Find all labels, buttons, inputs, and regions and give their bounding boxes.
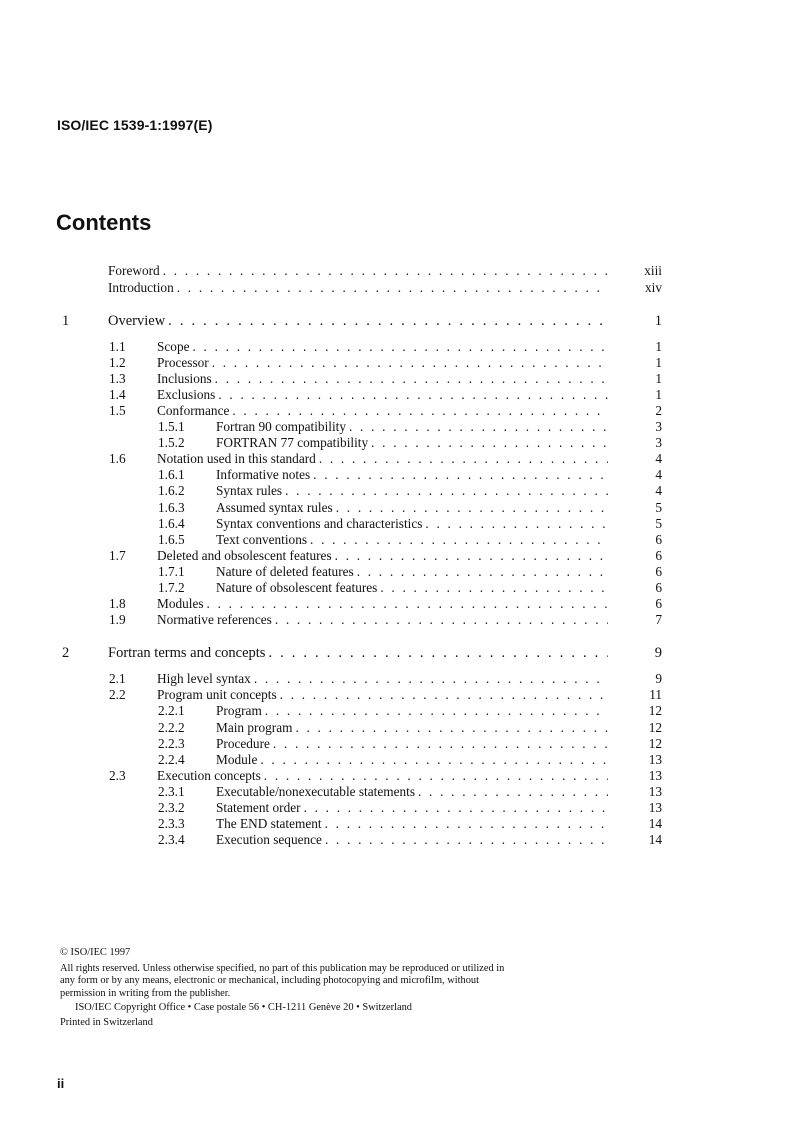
toc-number: 1.6.5 bbox=[158, 531, 185, 547]
toc-entry[interactable] bbox=[0, 500, 793, 516]
toc-entry[interactable] bbox=[0, 263, 793, 279]
toc-page-number: 2 bbox=[655, 402, 662, 418]
toc-chapter[interactable] bbox=[0, 312, 793, 330]
dot-leader bbox=[273, 736, 608, 752]
toc-label: Syntax rules bbox=[216, 483, 283, 499]
dot-leader bbox=[168, 312, 608, 330]
toc-page-number: 13 bbox=[648, 751, 662, 767]
toc-page-number: 12 bbox=[648, 703, 662, 719]
toc-page-number: 1 bbox=[655, 338, 662, 354]
toc-label: Conformance bbox=[157, 402, 230, 418]
dot-leader bbox=[425, 516, 608, 532]
toc-label: The END statement bbox=[216, 816, 322, 832]
toc-entry[interactable] bbox=[0, 371, 793, 387]
toc-entry[interactable] bbox=[0, 355, 793, 371]
toc-page-number: 9 bbox=[654, 645, 662, 662]
dot-leader bbox=[380, 580, 608, 596]
toc-number: 1.9 bbox=[109, 612, 126, 628]
toc-number: 2.3.3 bbox=[158, 816, 185, 832]
toc-label: Fortran 90 compatibility bbox=[216, 419, 346, 434]
toc-page-number: 4 bbox=[655, 451, 662, 467]
toc-entry[interactable] bbox=[0, 612, 793, 628]
dot-leader bbox=[325, 816, 608, 832]
toc-entry[interactable] bbox=[0, 435, 793, 451]
toc-page-number: 5 bbox=[655, 499, 662, 515]
dot-leader bbox=[336, 500, 608, 516]
toc-entry[interactable] bbox=[0, 403, 793, 419]
dot-leader bbox=[325, 832, 608, 848]
toc-entry[interactable] bbox=[0, 387, 793, 403]
dot-leader bbox=[268, 644, 608, 662]
toc-label: Assumed syntax rules bbox=[216, 499, 333, 515]
toc-number: 2.2.4 bbox=[158, 751, 185, 767]
dot-leader bbox=[310, 532, 608, 548]
toc-number: 2.3.4 bbox=[158, 832, 185, 848]
toc-entry[interactable] bbox=[0, 339, 793, 355]
toc-page-number: 13 bbox=[648, 800, 662, 815]
toc-number: 2.3.1 bbox=[158, 783, 185, 799]
toc-label: Procedure bbox=[216, 735, 270, 751]
toc-entry[interactable] bbox=[0, 580, 793, 596]
copyright-office-address: ISO/IEC Copyright Office • Case postale 56 • CH-1211 Genève 20 • Switzerland bbox=[75, 1002, 412, 1014]
toc-label: Syntax conventions and characteristics bbox=[216, 515, 423, 531]
toc-number: 1.3 bbox=[109, 370, 126, 386]
toc-label: Execution concepts bbox=[157, 767, 261, 783]
toc-number: 2.3.2 bbox=[158, 800, 185, 815]
toc-number: 1.6.1 bbox=[158, 467, 185, 483]
toc-number: 1.5 bbox=[109, 402, 126, 418]
dot-leader bbox=[357, 564, 608, 580]
toc-number: 1.6.4 bbox=[158, 515, 185, 531]
toc-label: Normative references bbox=[157, 612, 272, 628]
toc-page-number: 6 bbox=[655, 596, 662, 612]
toc-entry[interactable] bbox=[0, 419, 793, 435]
toc-page-number: 14 bbox=[648, 832, 662, 848]
toc-page-number: 1 bbox=[655, 386, 662, 402]
document-identifier: ISO/IEC 1539-1:1997(E) bbox=[57, 117, 213, 133]
toc-number: 2.2.3 bbox=[158, 735, 185, 751]
copyright-line: © ISO/IEC 1997 bbox=[60, 947, 131, 958]
toc-page-number: 4 bbox=[655, 483, 662, 499]
toc-label: Program unit concepts bbox=[157, 687, 277, 703]
toc-number: 1.6.3 bbox=[158, 499, 185, 515]
dot-leader bbox=[232, 403, 608, 419]
toc-label: Main program bbox=[216, 719, 293, 735]
dot-leader bbox=[177, 280, 608, 296]
toc-label: Introduction bbox=[108, 279, 174, 295]
toc-label: Modules bbox=[157, 596, 204, 612]
dot-leader bbox=[371, 435, 608, 451]
toc-number: 2 bbox=[62, 645, 70, 662]
toc-label: Fortran terms and concepts bbox=[108, 645, 266, 662]
printed-in: Printed in Switzerland bbox=[60, 1016, 153, 1028]
toc-number: 1.7 bbox=[109, 547, 126, 563]
toc-page-number: 7 bbox=[655, 612, 662, 628]
toc-number: 2.2.2 bbox=[158, 719, 185, 735]
toc-entry[interactable] bbox=[0, 564, 793, 580]
toc-entry[interactable] bbox=[0, 832, 793, 848]
toc-page-number: 11 bbox=[649, 687, 662, 703]
dot-leader bbox=[313, 467, 608, 483]
dot-leader bbox=[285, 483, 608, 499]
toc-number: 2.2 bbox=[109, 687, 126, 703]
toc-label: High level syntax bbox=[157, 671, 251, 687]
toc-page-number: 6 bbox=[655, 531, 662, 547]
toc-page-number: 4 bbox=[655, 467, 662, 483]
dot-leader bbox=[335, 548, 608, 564]
toc-label: Module bbox=[216, 751, 258, 767]
dot-leader bbox=[254, 671, 608, 687]
copyright-notice: All rights reserved. Unless otherwise specified, no part of this publication may be reproduced or utilized in any form or by any means, electronic or mechanical, including photocopying and microfilm, without permission in writing from the publisher. bbox=[60, 962, 505, 999]
page-title: Contents bbox=[56, 210, 152, 235]
toc-entry[interactable] bbox=[0, 280, 793, 296]
toc-page-number: 6 bbox=[655, 580, 662, 595]
toc-number: 1.6 bbox=[109, 451, 126, 467]
dot-leader bbox=[265, 703, 608, 719]
toc-label: Notation used in this standard bbox=[157, 451, 316, 467]
toc-number: 1.2 bbox=[109, 354, 126, 370]
toc-label: Inclusions bbox=[157, 370, 212, 386]
toc-page-number: 3 bbox=[655, 435, 662, 451]
toc-number: 2.3 bbox=[109, 767, 126, 783]
toc-number: 1.5.2 bbox=[158, 435, 185, 451]
toc-number: 2.2.1 bbox=[158, 703, 185, 719]
dot-leader bbox=[349, 419, 608, 435]
toc-number: 2.1 bbox=[109, 671, 126, 687]
toc-entry[interactable] bbox=[0, 467, 793, 483]
toc-entry[interactable] bbox=[0, 736, 793, 752]
dot-leader bbox=[295, 720, 608, 736]
toc-page-number: 1 bbox=[655, 354, 662, 370]
toc-page-number: 6 bbox=[655, 563, 662, 579]
toc-label: Deleted and obsolescent features bbox=[157, 547, 332, 563]
toc-label: Informative notes bbox=[216, 467, 311, 483]
toc-number: 1.8 bbox=[109, 596, 126, 612]
dot-leader bbox=[319, 451, 608, 467]
dot-leader bbox=[260, 752, 608, 768]
toc-page-number: xiii bbox=[644, 263, 662, 278]
toc-entry[interactable] bbox=[0, 784, 793, 800]
toc-entry[interactable] bbox=[0, 483, 793, 499]
toc-label: Executable/nonexecutable statements bbox=[216, 783, 415, 799]
dot-leader bbox=[207, 596, 608, 612]
toc-label: Exclusions bbox=[157, 386, 216, 402]
toc-entry[interactable] bbox=[0, 596, 793, 612]
dot-leader bbox=[280, 687, 608, 703]
toc-entry[interactable] bbox=[0, 752, 793, 768]
toc-page-number: xiv bbox=[645, 279, 662, 295]
dot-leader bbox=[215, 371, 608, 387]
dot-leader bbox=[193, 339, 609, 355]
toc-entry[interactable] bbox=[0, 720, 793, 736]
toc-label: Nature of deleted features bbox=[216, 563, 354, 579]
toc-entry[interactable] bbox=[0, 703, 793, 719]
toc-number: 1.7.1 bbox=[158, 563, 185, 579]
toc-label: Processor bbox=[157, 354, 209, 370]
toc-number: 1.5.1 bbox=[158, 419, 185, 434]
toc-page-number: 1 bbox=[654, 312, 662, 329]
toc-chapter[interactable] bbox=[0, 644, 793, 662]
toc-number: 1.4 bbox=[109, 386, 126, 402]
dot-leader bbox=[275, 612, 608, 628]
toc-label: Execution sequence bbox=[216, 832, 322, 848]
toc-entry[interactable] bbox=[0, 816, 793, 832]
toc-label: Foreword bbox=[108, 263, 160, 278]
toc-entry[interactable] bbox=[0, 800, 793, 816]
dot-leader bbox=[264, 768, 608, 784]
toc-entry[interactable] bbox=[0, 768, 793, 784]
toc-page-number: 6 bbox=[655, 547, 662, 563]
toc-entry[interactable] bbox=[0, 548, 793, 564]
toc-page-number: 14 bbox=[648, 816, 662, 832]
toc-label: Overview bbox=[108, 312, 166, 329]
toc-page-number: 5 bbox=[655, 515, 662, 531]
toc-number: 1.6.2 bbox=[158, 483, 185, 499]
toc-number: 1.7.2 bbox=[158, 580, 185, 595]
toc-entry[interactable] bbox=[0, 687, 793, 703]
page-number: ii bbox=[57, 1076, 65, 1091]
toc-page-number: 1 bbox=[655, 370, 662, 386]
toc-entry[interactable] bbox=[0, 671, 793, 687]
toc-label: Text conventions bbox=[216, 531, 308, 547]
dot-leader bbox=[418, 784, 608, 800]
toc-label: Nature of obsolescent features bbox=[216, 580, 378, 595]
dot-leader bbox=[212, 355, 608, 371]
dot-leader bbox=[218, 387, 608, 403]
toc-page-number: 3 bbox=[655, 419, 662, 434]
toc-label: Program bbox=[216, 703, 262, 719]
toc-entry[interactable] bbox=[0, 451, 793, 467]
toc-page-number: 13 bbox=[648, 767, 662, 783]
toc-number: 1 bbox=[62, 312, 70, 329]
toc-label: FORTRAN 77 compatibility bbox=[216, 435, 369, 451]
toc-label: Statement order bbox=[216, 800, 301, 815]
toc-page-number: 9 bbox=[655, 671, 662, 687]
toc-page-number: 13 bbox=[648, 783, 662, 799]
toc-page-number: 12 bbox=[648, 735, 662, 751]
toc-number: 1.1 bbox=[109, 338, 126, 354]
toc-entry[interactable] bbox=[0, 532, 793, 548]
dot-leader bbox=[163, 263, 608, 279]
toc-label: Scope bbox=[157, 338, 190, 354]
copyright-block bbox=[60, 947, 520, 1030]
dot-leader bbox=[304, 800, 608, 816]
toc-page-number: 12 bbox=[648, 719, 662, 735]
toc-entry[interactable] bbox=[0, 516, 793, 532]
